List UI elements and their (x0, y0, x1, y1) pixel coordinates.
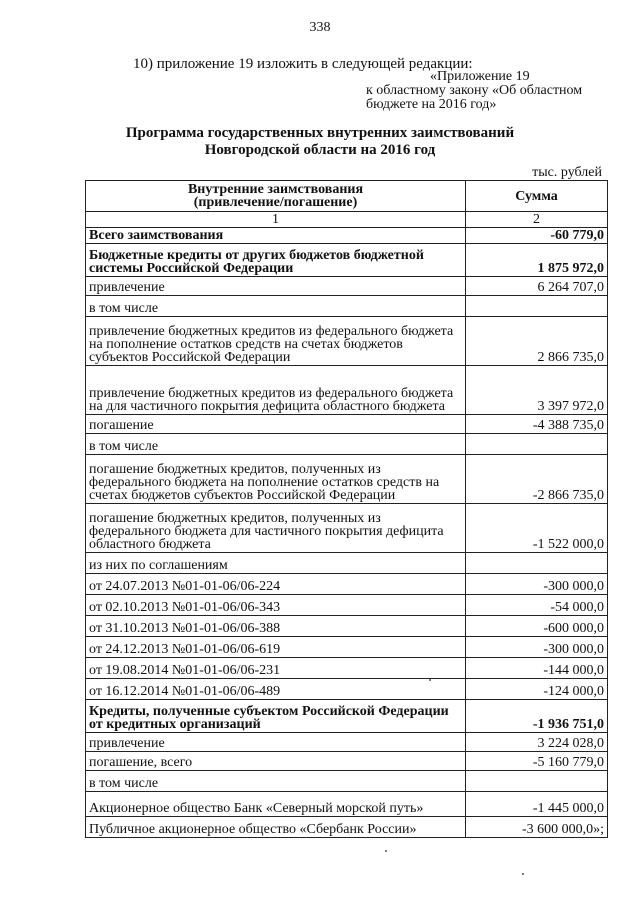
row-label: от 16.12.2014 №01-01-06/06-489 (86, 679, 466, 700)
row-amount (466, 296, 608, 317)
row-label: от 19.08.2014 №01-01-06/06-231 (86, 658, 466, 679)
row-label: от 24.07.2013 №01-01-06/06-224 (86, 574, 466, 595)
row-label: погашение бюджетных кредитов, полученных из федерального бюджета на пополнение остатков средств на счетах бюджетов субъектов Российской Федерации (86, 455, 466, 504)
row-amount: -60 779,0 (466, 228, 608, 244)
table-row (86, 455, 608, 504)
row-amount: 6 264 707,0 (466, 277, 608, 296)
table-row (86, 700, 608, 733)
scan-speck (522, 873, 524, 875)
row-amount: -1 522 000,0 (466, 504, 608, 553)
column-number-row (86, 212, 608, 228)
appendix-line-2: к областному закону «Об областном (366, 83, 583, 98)
table-row (86, 658, 608, 679)
scan-speck (429, 679, 431, 681)
table-row (86, 792, 608, 817)
row-label: от 02.10.2013 №01-01-06/06-343 (86, 595, 466, 616)
table-row (86, 595, 608, 616)
row-amount: 3 397 972,0 (466, 366, 608, 415)
row-amount: -144 000,0 (466, 658, 608, 679)
appendix-reference (366, 70, 582, 112)
table-row (86, 296, 608, 317)
page-number: 338 (309, 20, 331, 35)
header-borrowings (86, 181, 466, 212)
header-amount: Сумма (466, 181, 608, 212)
table-row (86, 415, 608, 434)
row-label: из них по соглашениям (86, 553, 466, 574)
row-amount: 2 866 735,0 (466, 317, 608, 366)
row-amount: -600 000,0 (466, 616, 608, 637)
table-row (86, 228, 608, 244)
title-line-1: Программа государственных внутренних заимствований (125, 125, 515, 141)
table-row (86, 553, 608, 574)
row-amount: -2 866 735,0 (466, 455, 608, 504)
table-row (86, 752, 608, 771)
row-label: привлечение (86, 277, 466, 296)
row-label: привлечение (86, 733, 466, 752)
table-row (86, 317, 608, 366)
row-amount: -124 000,0 (466, 679, 608, 700)
table-row (86, 817, 608, 838)
borrowing-program-table (85, 180, 608, 838)
table-row (86, 679, 608, 700)
table-row (86, 366, 608, 415)
row-label: привлечение бюджетных кредитов из федерального бюджета на для частичного покрытия дефицита областного бюджета (86, 366, 466, 415)
table-row (86, 244, 608, 277)
row-amount: -3 600 000,0»; (466, 817, 608, 838)
table-row (86, 637, 608, 658)
table-row (86, 434, 608, 455)
table-header-row (86, 181, 608, 212)
row-label: в том числе (86, 771, 466, 792)
row-label: Бюджетные кредиты от других бюджетов бюджетной системы Российской Федерации (86, 244, 466, 277)
row-amount: -1 936 751,0 (466, 700, 608, 733)
row-amount: -300 000,0 (466, 574, 608, 595)
table-row (86, 616, 608, 637)
row-label: Публичное акционерное общество «Сбербанк России» (86, 817, 466, 838)
row-label: привлечение бюджетных кредитов из федерального бюджета на пополнение остатков средств на счетах бюджетов субъектов Российской Федерации (86, 317, 466, 366)
row-label: погашение, всего (86, 752, 466, 771)
row-label: погашение (86, 415, 466, 434)
units-label: тыс. рублей (532, 165, 602, 180)
header-borrowings-line-2: (привлечение/погашение) (193, 195, 358, 210)
table-row (86, 733, 608, 752)
row-amount (466, 553, 608, 574)
row-amount: -300 000,0 (466, 637, 608, 658)
column-number-2: 2 (466, 212, 608, 228)
row-amount: -4 388 735,0 (466, 415, 608, 434)
row-amount: 1 875 972,0 (466, 244, 608, 277)
table-row (86, 277, 608, 296)
table-row (86, 771, 608, 792)
row-label: погашение бюджетных кредитов, полученных из федерального бюджета для частичного покрытия дефицита областного бюджета (86, 504, 466, 553)
row-amount: 3 224 028,0 (466, 733, 608, 752)
document-title (0, 125, 640, 159)
header-borrowings-line-1: Внутренние заимствования (187, 182, 364, 197)
row-amount: -54 000,0 (466, 595, 608, 616)
scan-speck (385, 850, 387, 852)
row-label: Кредиты, полученные субъектом Российской Федерации от кредитных организаций (86, 700, 466, 733)
row-label: Акционерное общество Банк «Северный морской путь» (86, 792, 466, 817)
title-line-2: Новгородской области на 2016 год (204, 142, 436, 158)
row-label: в том числе (86, 434, 466, 455)
row-amount: -5 160 779,0 (466, 752, 608, 771)
appendix-line-3: бюджете на 2016 год» (366, 97, 497, 112)
row-label: от 31.10.2013 №01-01-06/06-388 (86, 616, 466, 637)
column-number-1: 1 (86, 212, 466, 228)
row-amount (466, 771, 608, 792)
row-label: Всего заимствования (86, 228, 466, 244)
table-row (86, 574, 608, 595)
table-row (86, 504, 608, 553)
row-label: от 24.12.2013 №01-01-06/06-619 (86, 637, 466, 658)
appendix-line-1: «Приложение 19 (430, 69, 530, 84)
row-amount: -1 445 000,0 (466, 792, 608, 817)
row-label: в том числе (86, 296, 466, 317)
amendment-instruction: 10) приложение 19 изложить в следующей редакции: (133, 56, 473, 72)
row-amount (466, 434, 608, 455)
